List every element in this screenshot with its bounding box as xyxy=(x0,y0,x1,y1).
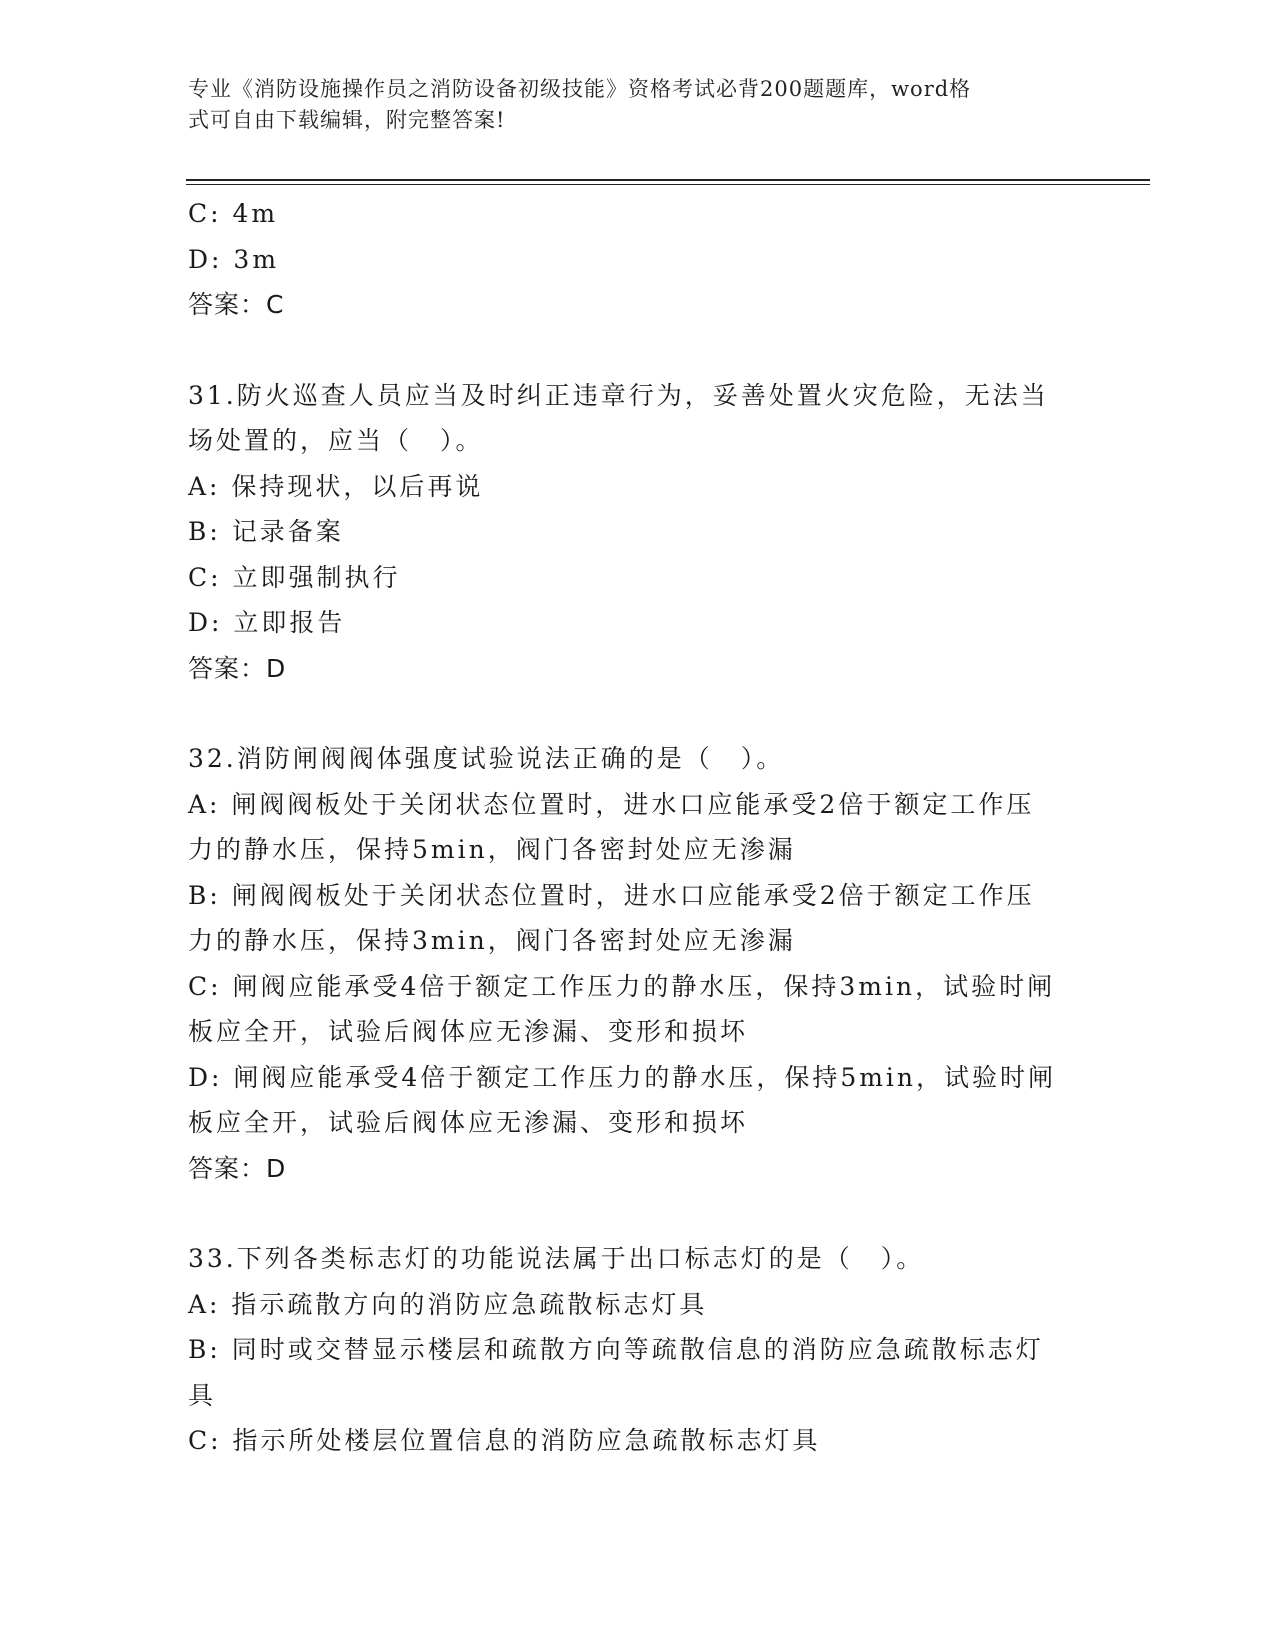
question-31 xyxy=(188,373,1078,692)
answer: 答案：D xyxy=(188,653,287,683)
option-b-line-2: 力的静水压，保持3min，阀门各密封处应无渗漏 xyxy=(188,926,796,955)
previous-question xyxy=(188,191,1078,328)
answer: 答案：D xyxy=(188,1153,287,1183)
question-stem-line-1: 31.防火巡查人员应当及时纠正违章行为，妥善处置火灾危险，无法当 xyxy=(188,380,1049,410)
question-stem: 33.下列各类标志灯的功能说法属于出口标志灯的是（ ）。 xyxy=(188,1244,925,1273)
option-c-line-1: C: 闸阀应能承受4倍于额定工作压力的静水压，保持3min，试验时闸 xyxy=(188,971,1056,1001)
option-a-line-1: A: 闸阀阀板处于关闭状态位置时，进水口应能承受2倍于额定工作压 xyxy=(188,789,1035,819)
question-33 xyxy=(188,1236,1078,1464)
option-b-line-1: B: 闸阀阀板处于关闭状态位置时，进水口应能承受2倍于额定工作压 xyxy=(188,880,1035,910)
option-d-line-1: D: 闸阀应能承受4倍于额定工作压力的静水压，保持5min，试验时闸 xyxy=(188,1062,1057,1092)
header-line-2: 式可自由下载编辑，附完整答案! xyxy=(188,108,506,132)
option-c-line-2: 板应全开，试验后阀体应无渗漏、变形和损坏 xyxy=(188,1017,749,1046)
question-32 xyxy=(188,736,1078,1191)
option-b: B: 记录备案 xyxy=(188,517,344,546)
option-d-line-2: 板应全开，试验后阀体应无渗漏、变形和损坏 xyxy=(188,1108,749,1137)
header-line-1: 专业《消防设施操作员之消防设备初级技能》资格考试必背200题题库，word格 xyxy=(188,77,972,101)
option-b-line-1: B: 同时或交替显示楼层和疏散方向等疏散信息的消防应急疏散标志灯 xyxy=(188,1335,1044,1364)
option-d: D: 立即报告 xyxy=(188,608,346,637)
document-header xyxy=(188,74,1068,136)
option-c: C: 4m xyxy=(188,199,279,228)
option-a: A: 指示疏散方向的消防应急疏散标志灯具 xyxy=(188,1289,708,1319)
option-c: C: 指示所处楼层位置信息的消防应急疏散标志灯具 xyxy=(188,1426,821,1455)
question-stem: 32.消防闸阀阀体强度试验说法正确的是（ ）。 xyxy=(188,744,785,773)
question-stem-line-2: 场处置的，应当（ ）。 xyxy=(188,426,484,455)
option-d: D: 3m xyxy=(188,244,280,274)
header-divider-thick xyxy=(186,179,1150,181)
option-a: A: 保持现状，以后再说 xyxy=(188,471,484,501)
option-c: C: 立即强制执行 xyxy=(188,562,401,592)
answer: 答案：C xyxy=(188,290,285,319)
question-content xyxy=(188,191,1078,1464)
option-b-line-2: 具 xyxy=(188,1380,217,1410)
option-a-line-2: 力的静水压，保持5min，阀门各密封处应无渗漏 xyxy=(188,835,796,864)
header-divider-thin xyxy=(186,184,1150,185)
